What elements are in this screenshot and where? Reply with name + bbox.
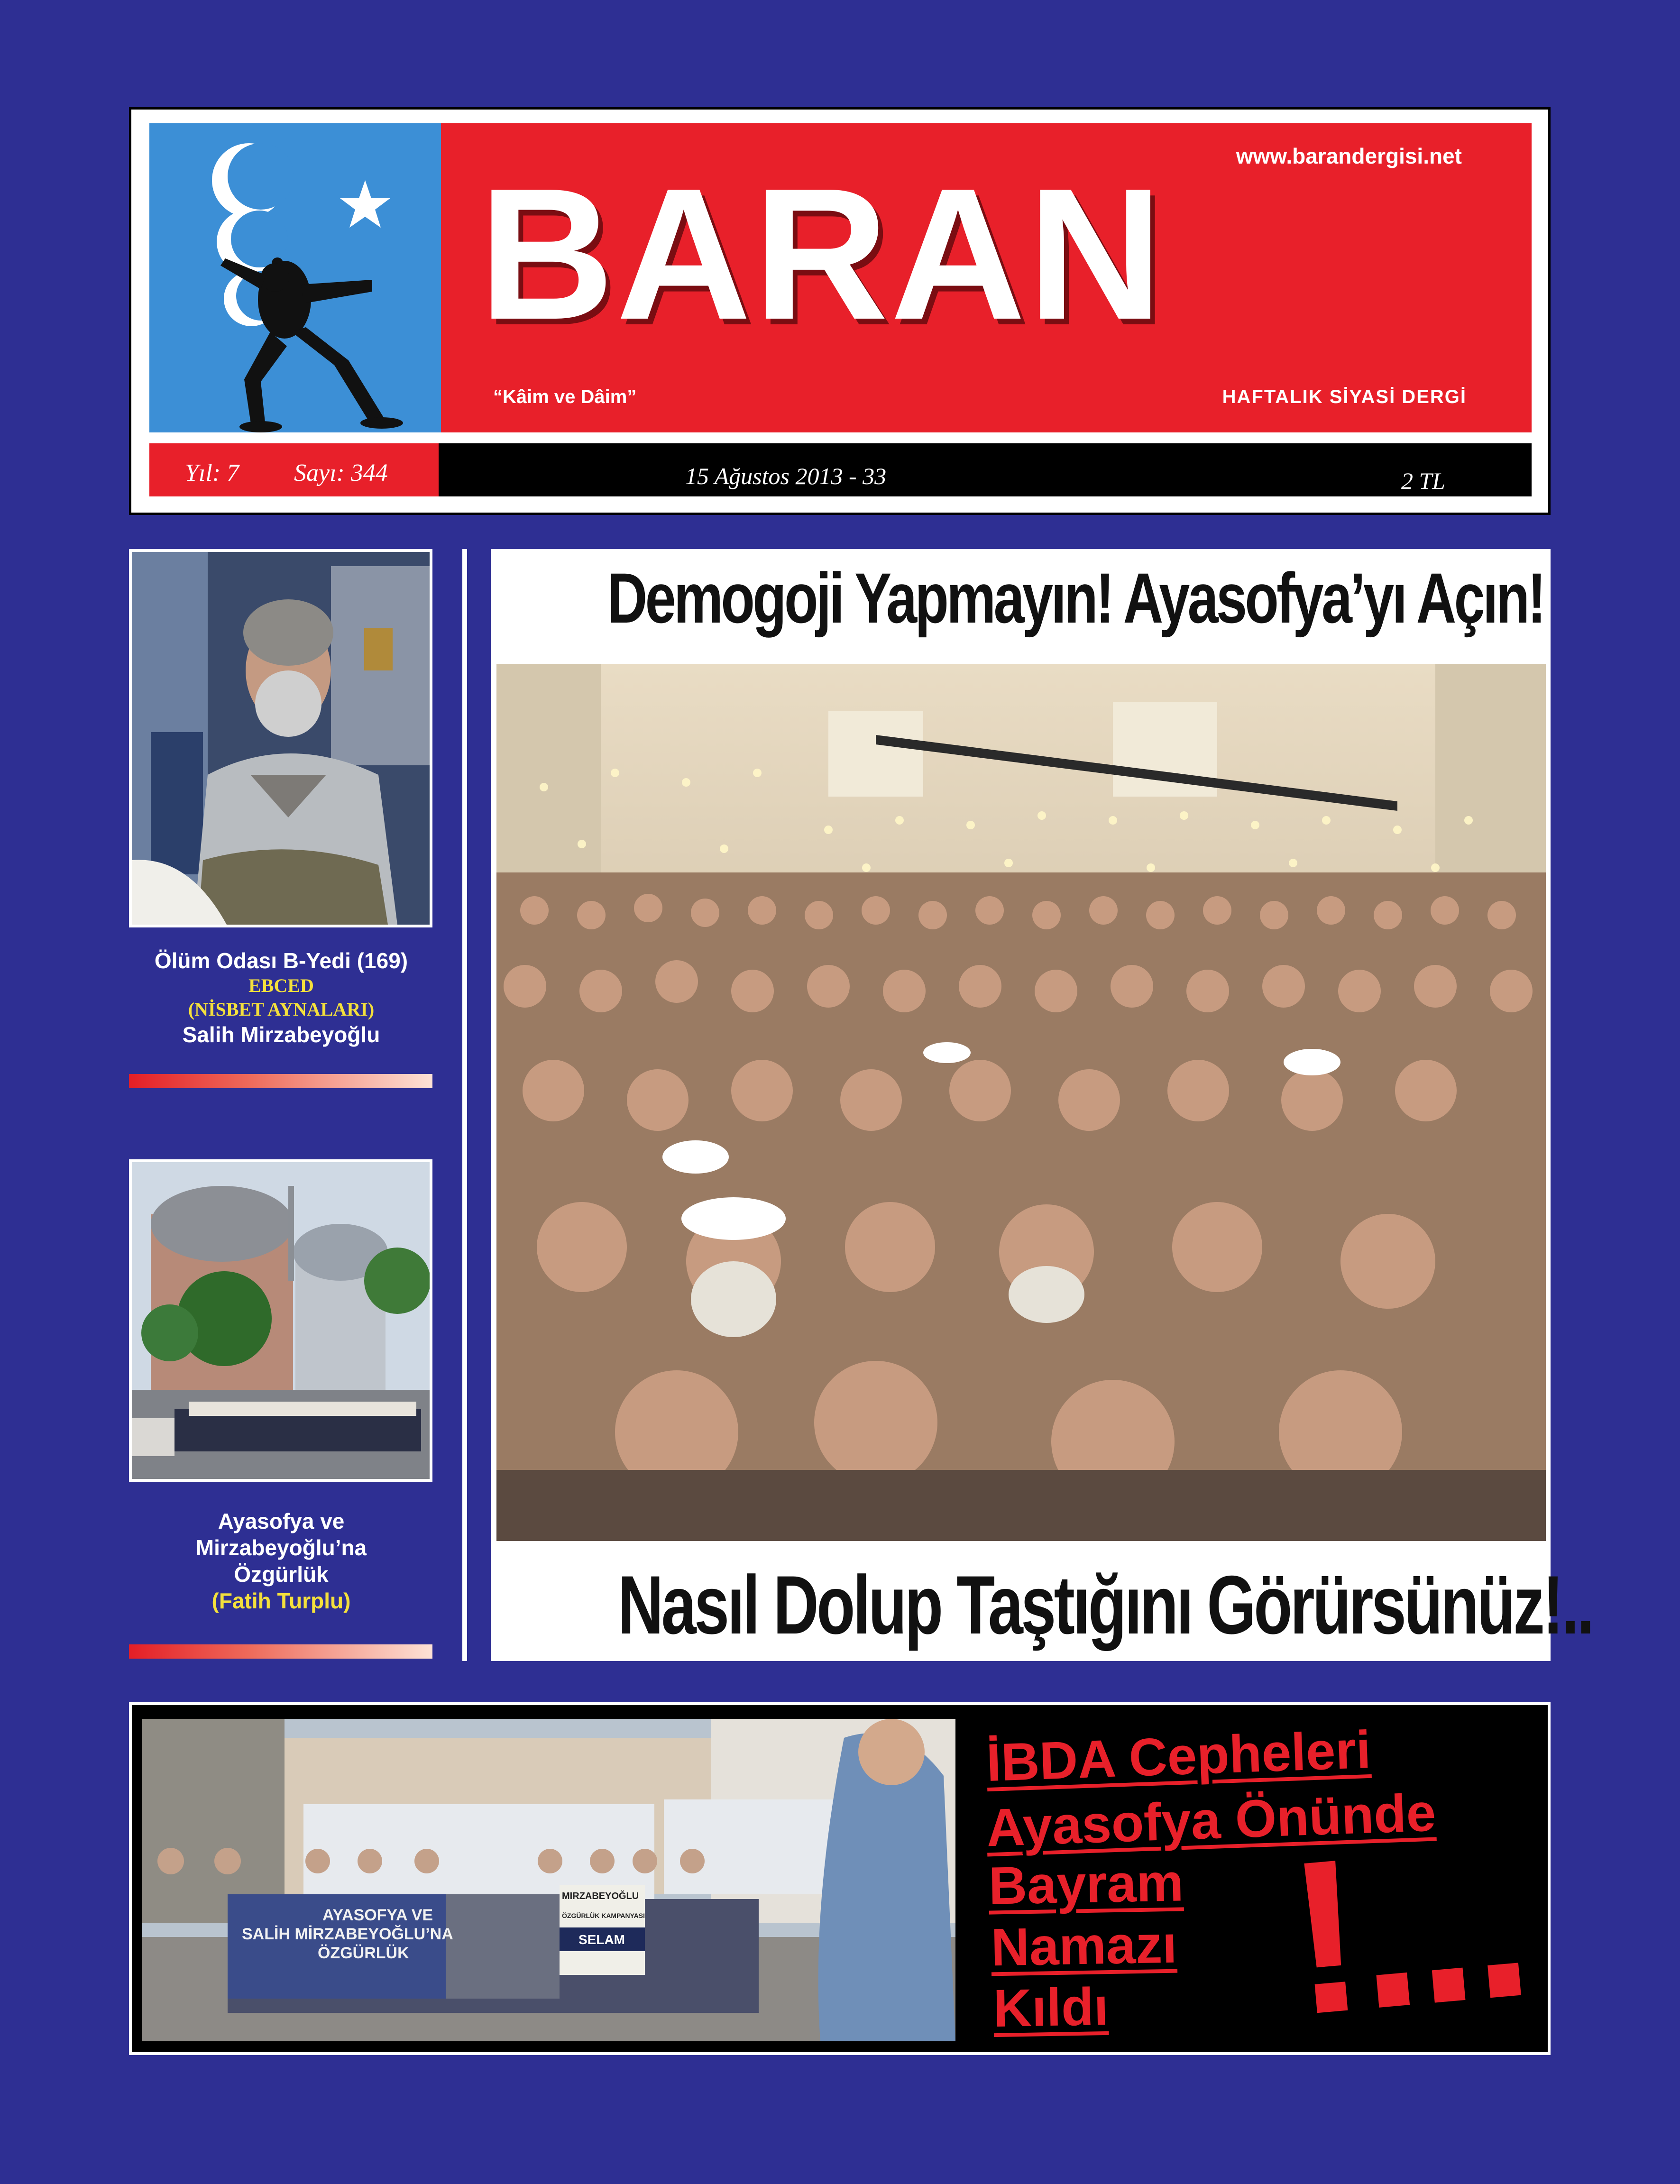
banner-sign3: SELAM bbox=[578, 1932, 625, 1947]
protest-prayer-photo[interactable] bbox=[142, 1719, 955, 2041]
side-story-1-subtitle-2: (NİSBET AYNALARI) bbox=[188, 999, 375, 1020]
column-divider bbox=[462, 549, 467, 1661]
banner-line2: SALİH MİRZABEYOĞLU’NA bbox=[242, 1925, 453, 1943]
mosque-crowd-illustration bbox=[496, 664, 1546, 1541]
main-headline[interactable]: Demogoji Yapmayın! Ayasofya’yı Açın! bbox=[607, 558, 1544, 638]
gradient-divider bbox=[129, 1644, 432, 1659]
banner-sign2: ÖZGÜRLÜK KAMPANYASI bbox=[562, 1912, 645, 1919]
mosque-crowd-photo[interactable] bbox=[496, 664, 1546, 1541]
side-story-2-line2: Mirzabeyoğlu’na bbox=[195, 1535, 367, 1560]
gradient-divider bbox=[129, 1074, 432, 1088]
bottom-headline-line2[interactable]: Ayasofya Önünde bbox=[985, 1782, 1437, 1858]
side-story-1-subtitle: EBCED bbox=[248, 975, 314, 996]
bottom-headline-line4[interactable]: Namazı bbox=[990, 1914, 1178, 1977]
bottom-headline-line3[interactable]: Bayram bbox=[988, 1853, 1184, 1916]
banner-line1: AYASOFYA VE bbox=[322, 1906, 433, 1924]
side-story-2-author: (Fatih Turplu) bbox=[211, 1588, 351, 1613]
exclamation-mark: !... bbox=[1279, 1798, 1535, 2061]
website-url[interactable]: www.barandergisi.net bbox=[1236, 144, 1462, 168]
main-subheadline[interactable]: Nasıl Dolup Taştığını Görürsünüz!.. bbox=[618, 1559, 1592, 1652]
side-story-2-line1: Ayasofya ve bbox=[218, 1509, 345, 1533]
side-story-1-caption[interactable] bbox=[115, 947, 447, 1048]
hagia-sophia-prayer-photo[interactable] bbox=[129, 1159, 432, 1482]
issue-year: Yıl: 7 bbox=[185, 459, 239, 486]
flag-emblem-icon bbox=[149, 123, 441, 432]
side-story-1-author: Salih Mirzabeyoğlu bbox=[182, 1022, 380, 1047]
magazine-logo: BARAN bbox=[479, 149, 1165, 358]
issue-number: Sayı: 344 bbox=[294, 459, 388, 486]
magazine-subtitle: HAFTALIK SİYASİ DERGİ bbox=[1222, 386, 1467, 407]
author-portrait-photo[interactable] bbox=[129, 549, 432, 927]
portrait-illustration bbox=[132, 552, 430, 925]
side-story-2-caption[interactable] bbox=[115, 1508, 447, 1614]
bottom-headline-line1[interactable]: İBDA Cepheleri bbox=[985, 1719, 1372, 1793]
protest-illustration bbox=[142, 1719, 955, 2041]
issue-date: 15 Ağustos 2013 - 33 bbox=[685, 463, 887, 489]
bottom-headline-line5[interactable]: Kıldı bbox=[992, 1976, 1109, 2038]
hagia-sophia-illustration bbox=[132, 1162, 430, 1479]
side-story-2-line3: Özgürlük bbox=[234, 1562, 329, 1587]
side-story-1-title: Ölüm Odası B-Yedi (169) bbox=[154, 948, 408, 973]
issue-price: 2 TL bbox=[1401, 468, 1446, 494]
banner-sign1: MIRZABEYOĞLU bbox=[562, 1891, 639, 1901]
banner-line3: ÖZGÜRLÜK bbox=[318, 1944, 409, 1962]
slogan: “Kâim ve Dâim” bbox=[493, 386, 637, 407]
east-turkestan-flag bbox=[149, 123, 441, 432]
